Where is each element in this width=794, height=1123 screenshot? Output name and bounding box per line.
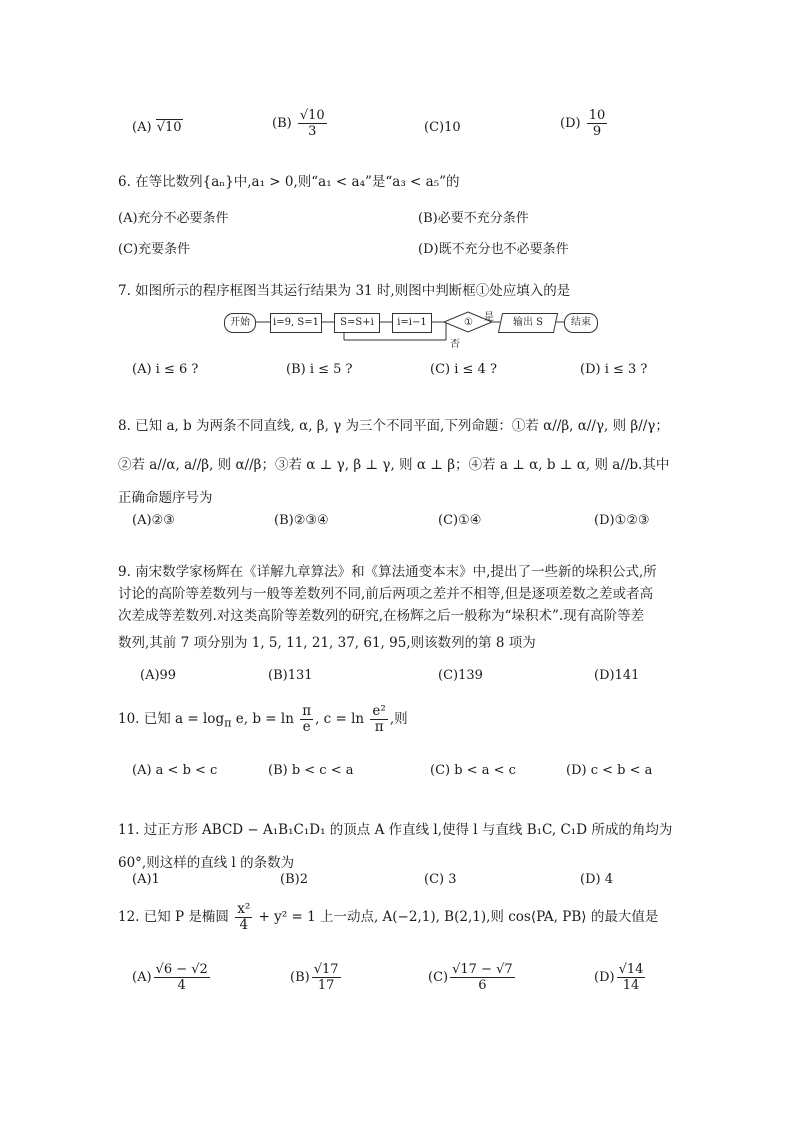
q7-option-a: (A) i ≤ 6 ? — [132, 362, 199, 377]
q10-text: ,则 — [389, 711, 408, 727]
option-label: (B) — [272, 116, 292, 131]
q10-option-a: (A) a < b < c — [132, 763, 218, 778]
q6-option-a: (A)充分不必要条件 — [118, 211, 229, 226]
q10-fraction-b — [300, 704, 313, 735]
q10-option-b: (B) b < c < a — [268, 763, 354, 778]
option-value: 10 — [444, 120, 461, 135]
option-label: (D) — [594, 970, 615, 985]
fraction-denominator: 17 — [317, 978, 335, 993]
q9-stem-line1: 9. 南宋数学家杨辉在《详解九章算法》和《算法通变本末》中,提出了一些新的垛积公式,所 — [118, 564, 657, 580]
fraction-numerator: √17 — [313, 962, 339, 977]
q10-option-d: (D) c < b < a — [566, 763, 653, 778]
option-label: (B) — [290, 970, 310, 985]
q7-flowchart — [220, 308, 600, 348]
flow-decrement: i=i−1 — [392, 313, 432, 333]
option-fraction — [617, 962, 646, 993]
option-fraction — [312, 962, 341, 993]
q5-option-d — [560, 108, 609, 139]
q9-stem-line4: 数列,其前 7 项分别为 1, 5, 11, 21, 37, 61, 95,则该数列的第 8 项为 — [118, 635, 536, 651]
q9-option-a: (A)99 — [140, 668, 177, 683]
q9-stem-line2: 讨论的高阶等差数列与一般等差数列不同,前后两项之差并不相等,但是逐项差数之差或者高 — [118, 586, 654, 602]
q12-option-b — [290, 962, 343, 993]
option-label: (C) — [424, 120, 445, 135]
option-label: (C) — [428, 970, 449, 985]
option-label: (A) — [132, 120, 152, 135]
q10-fraction-c — [370, 704, 387, 735]
q8-stem-line1: 8. 已知 a, b 为两条不同直线, α, β, γ 为三个不同平面,下列命题：①若 α//β, α//γ, 则 β//γ； — [118, 418, 669, 434]
option-fraction — [450, 962, 515, 993]
fraction-numerator: √6 − √2 — [155, 962, 208, 977]
q9-option-b: (B)131 — [268, 668, 313, 683]
fraction-numerator: √14 — [618, 962, 644, 977]
fraction-denominator: 4 — [239, 917, 249, 933]
flow-end: 结束 — [564, 313, 598, 333]
q12-text: 12. 已知 P 是椭圆 — [118, 909, 234, 925]
q12-option-d — [594, 962, 647, 993]
q5-option-a — [132, 120, 183, 135]
q6-option-b: (B)必要不充分条件 — [418, 211, 529, 226]
fraction-denominator: 4 — [177, 978, 186, 993]
fraction-denominator: 9 — [592, 124, 602, 139]
q12-text: + y² = 1 上一动点, A(−2,1), B(2,1),则 cos⟨PA, PB⟩ 的最大值是 — [254, 909, 659, 925]
fraction-numerator: π — [302, 703, 312, 719]
q6-option-d: (D)既不充分也不必要条件 — [418, 242, 569, 257]
option-label: (D) — [560, 116, 581, 131]
q10-text: 10. 已知 a = log — [118, 711, 225, 727]
q10-text: , c = ln — [315, 711, 369, 727]
q8-stem-line3: 正确命题序号为 — [118, 490, 213, 506]
fraction-numerator: √17 − √7 — [452, 962, 513, 977]
fraction-denominator: 3 — [308, 124, 317, 139]
flow-yes-label: 是 — [484, 312, 494, 323]
q8-option-d: (D)①②③ — [594, 513, 650, 528]
q5-option-c — [424, 120, 461, 135]
fraction-denominator: π — [374, 719, 384, 735]
q9-option-d: (D)141 — [594, 668, 640, 683]
flow-start: 开始 — [224, 313, 256, 333]
option-value: √10 — [156, 120, 182, 135]
fraction-denominator: 6 — [478, 978, 487, 993]
q12-option-a — [132, 962, 212, 993]
fraction-numerator: √10 — [299, 108, 325, 123]
q7-option-b: (B) i ≤ 5 ? — [286, 362, 353, 377]
flow-no-label: 否 — [450, 339, 460, 350]
fraction-denominator: e — [302, 719, 311, 735]
option-fraction — [154, 962, 210, 993]
flow-output-label: 输出 S — [512, 317, 544, 328]
q12-option-c — [428, 962, 517, 993]
option-fraction — [587, 108, 608, 139]
q11-stem-line1: 11. 过正方形 ABCD − A₁B₁C₁D₁ 的顶点 A 作直线 l,使得 l 与直线 B₁C, C₁D 所成的角均为 — [118, 822, 673, 838]
q12-fraction-ellipse — [235, 902, 252, 933]
fraction-numerator: x² — [237, 901, 251, 917]
q8-option-a: (A)②③ — [132, 513, 175, 528]
flow-sum: S=S+i — [334, 313, 380, 333]
q11-option-b: (B)2 — [280, 872, 308, 887]
flow-condition: ① — [464, 317, 473, 328]
q9-option-c: (C)139 — [438, 668, 483, 683]
fraction-numerator: 10 — [588, 108, 606, 123]
option-fraction — [298, 108, 327, 139]
q11-stem-line2: 60°,则这样的直线 l 的条数为 — [118, 855, 295, 871]
q8-option-c: (C)①④ — [438, 513, 482, 528]
fraction-denominator: 14 — [622, 978, 640, 993]
q9-stem-line3: 次差成等差数列.对这类高阶等差数列的研究,在杨辉之后一般称为“垛积术”.现有高阶等差 — [118, 608, 645, 624]
q7-option-d: (D) i ≤ 3 ? — [580, 362, 648, 377]
q6-option-c: (C)充要条件 — [118, 242, 191, 257]
q11-option-d: (D) 4 — [580, 872, 613, 887]
q10-log-base: π — [224, 716, 232, 730]
q7-stem: 7. 如图所示的程序框图当其运行结果为 31 时,则图中判断框①处应填入的是 — [118, 283, 571, 299]
q10-text: e, b = ln — [231, 711, 299, 727]
fraction-numerator: e² — [372, 703, 386, 719]
q8-option-b: (B)②③④ — [274, 513, 329, 528]
flow-output — [498, 313, 558, 333]
q8-stem-line2: ②若 a//α, a//β, 则 α//β；③若 α ⊥ γ, β ⊥ γ, 则 α ⊥ β；④若 a ⊥ α, b ⊥ α, 则 a//b.其中 — [118, 457, 670, 473]
q5-option-b — [272, 108, 329, 139]
q11-option-a: (A)1 — [132, 872, 160, 887]
q6-stem: 6. 在等比数列{aₙ}中,a₁ > 0,则“a₁ < a₄”是“a₃ < a₅”的 — [118, 174, 460, 190]
q11-option-c: (C) 3 — [424, 872, 457, 887]
q10-stem — [118, 704, 408, 735]
q10-option-c: (C) b < a < c — [430, 763, 516, 778]
q7-option-c: (C) i ≤ 4 ? — [430, 362, 497, 377]
flow-init: i=9, S=1 — [270, 313, 322, 333]
q12-stem — [118, 902, 658, 933]
option-label: (A) — [132, 970, 152, 985]
